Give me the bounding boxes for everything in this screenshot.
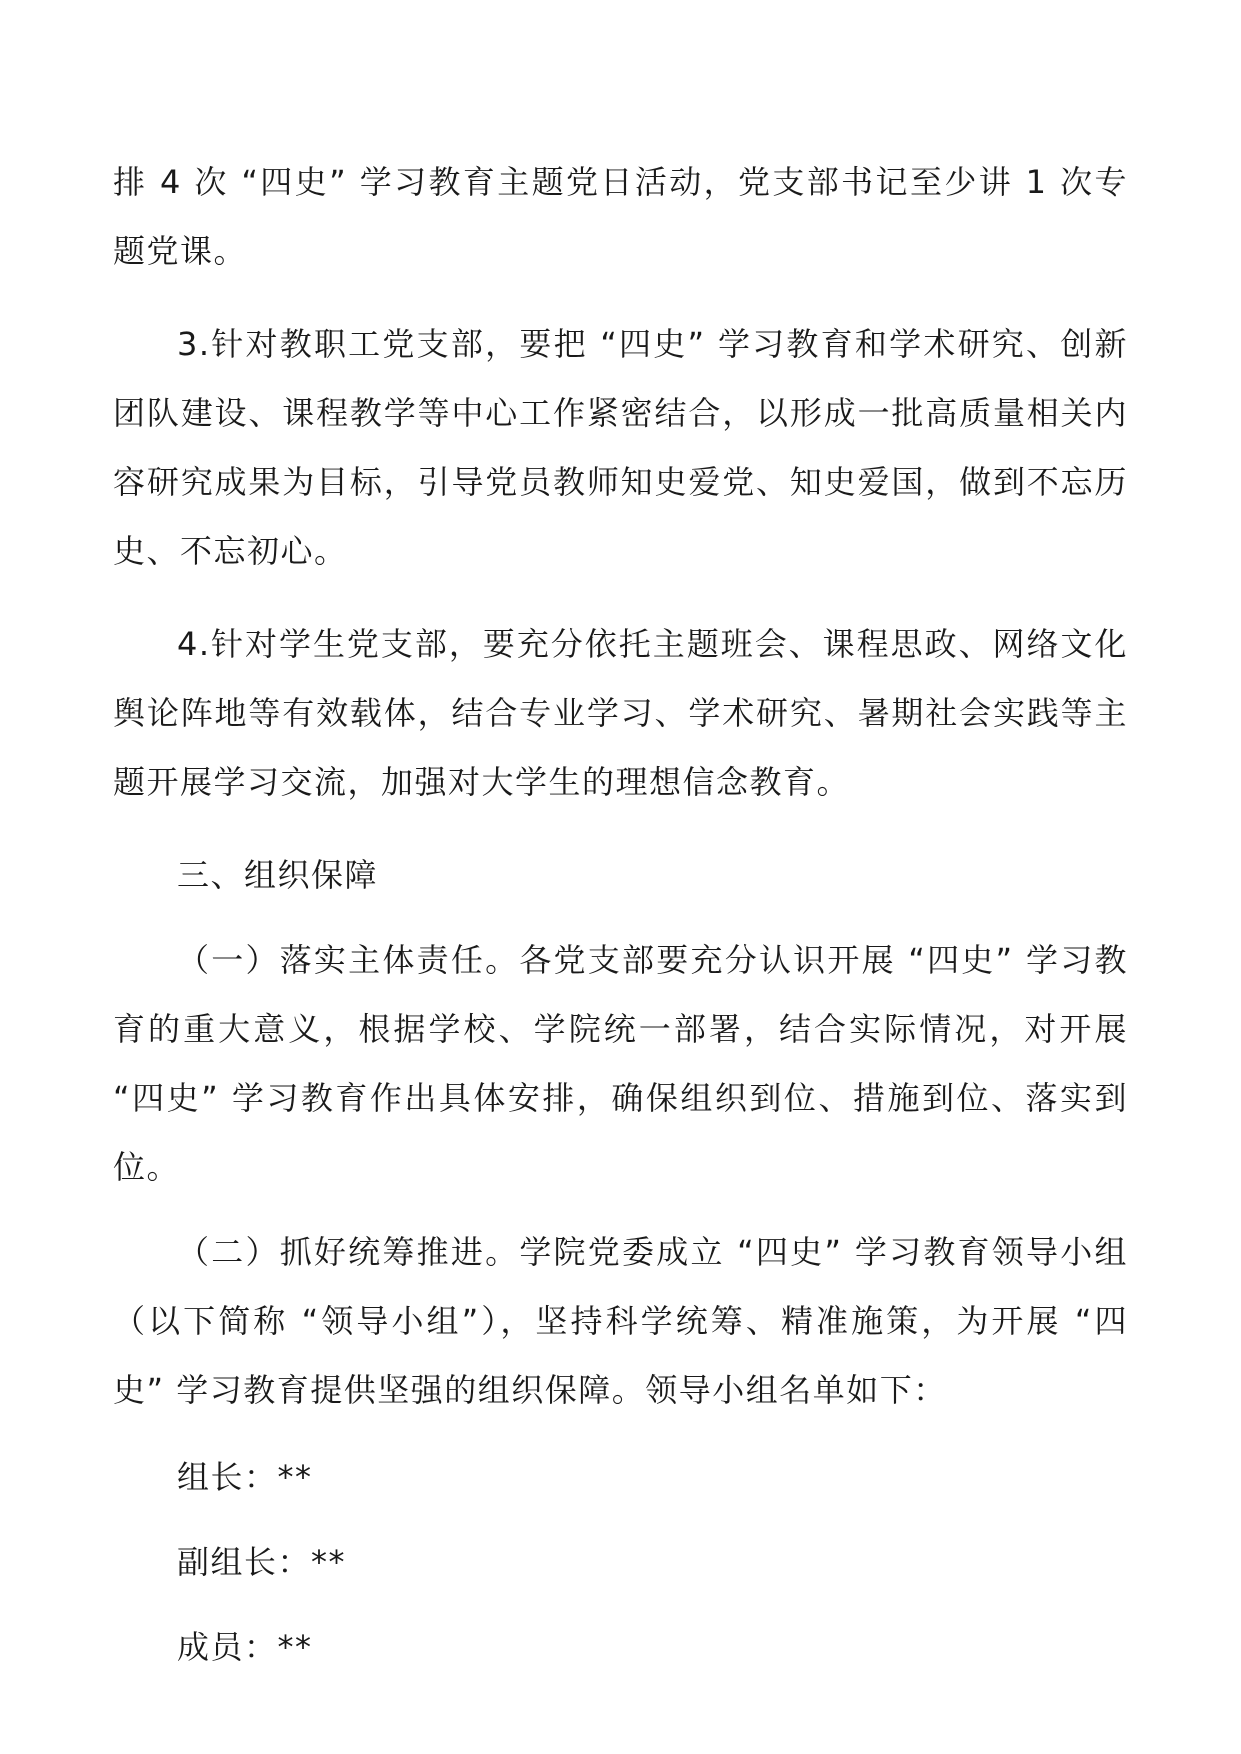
members-line: 成员：** [177, 1628, 313, 1666]
deputy-leader-line: 副组长：** [177, 1543, 347, 1581]
document-body [113, 148, 1128, 1682]
leader-line: 组长：** [177, 1458, 313, 1496]
paragraph-sub-1: （一）落实主体责任。各党支部要充分认识开展 “四史” 学习教育的重大意义，根据学校、学院统一部署，结合实际情况，对开展 “四史” 学习教育作出具体安排，确保组织到位、措施到位、落实到位。 [113, 941, 1128, 1186]
paragraph-item-4: 4.针对学生党支部，要充分依托主题班会、课程思政、网络文化舆论阵地等有效载体，结合专业学习、学术研究、暑期社会实践等主题开展学习交流，加强对大学生的理想信念教育。 [113, 625, 1128, 801]
paragraph-sub-2: （二）抓好统筹推进。学院党委成立 “四史” 学习教育领导小组（以下简称 “领导小组”），坚持科学统筹、精准施策，为开展 “四史” 学习教育提供坚强的组织保障。领导小组名单如下： [113, 1233, 1128, 1409]
paragraph-item-3: 3.针对教职工党支部，要把 “四史” 学习教育和学术研究、创新团队建设、课程教学等中心工作紧密结合，以形成一批高质量相关内容研究成果为目标，引导党员教师知史爱党、知史爱国，做到不忘历史、不忘初心。 [113, 325, 1128, 570]
paragraph-continuation: 排 4 次 “四史” 学习教育主题党日活动，党支部书记至少讲 1 次专题党课。 [113, 163, 1128, 270]
section-heading-organization: 三、组织保障 [177, 856, 379, 894]
